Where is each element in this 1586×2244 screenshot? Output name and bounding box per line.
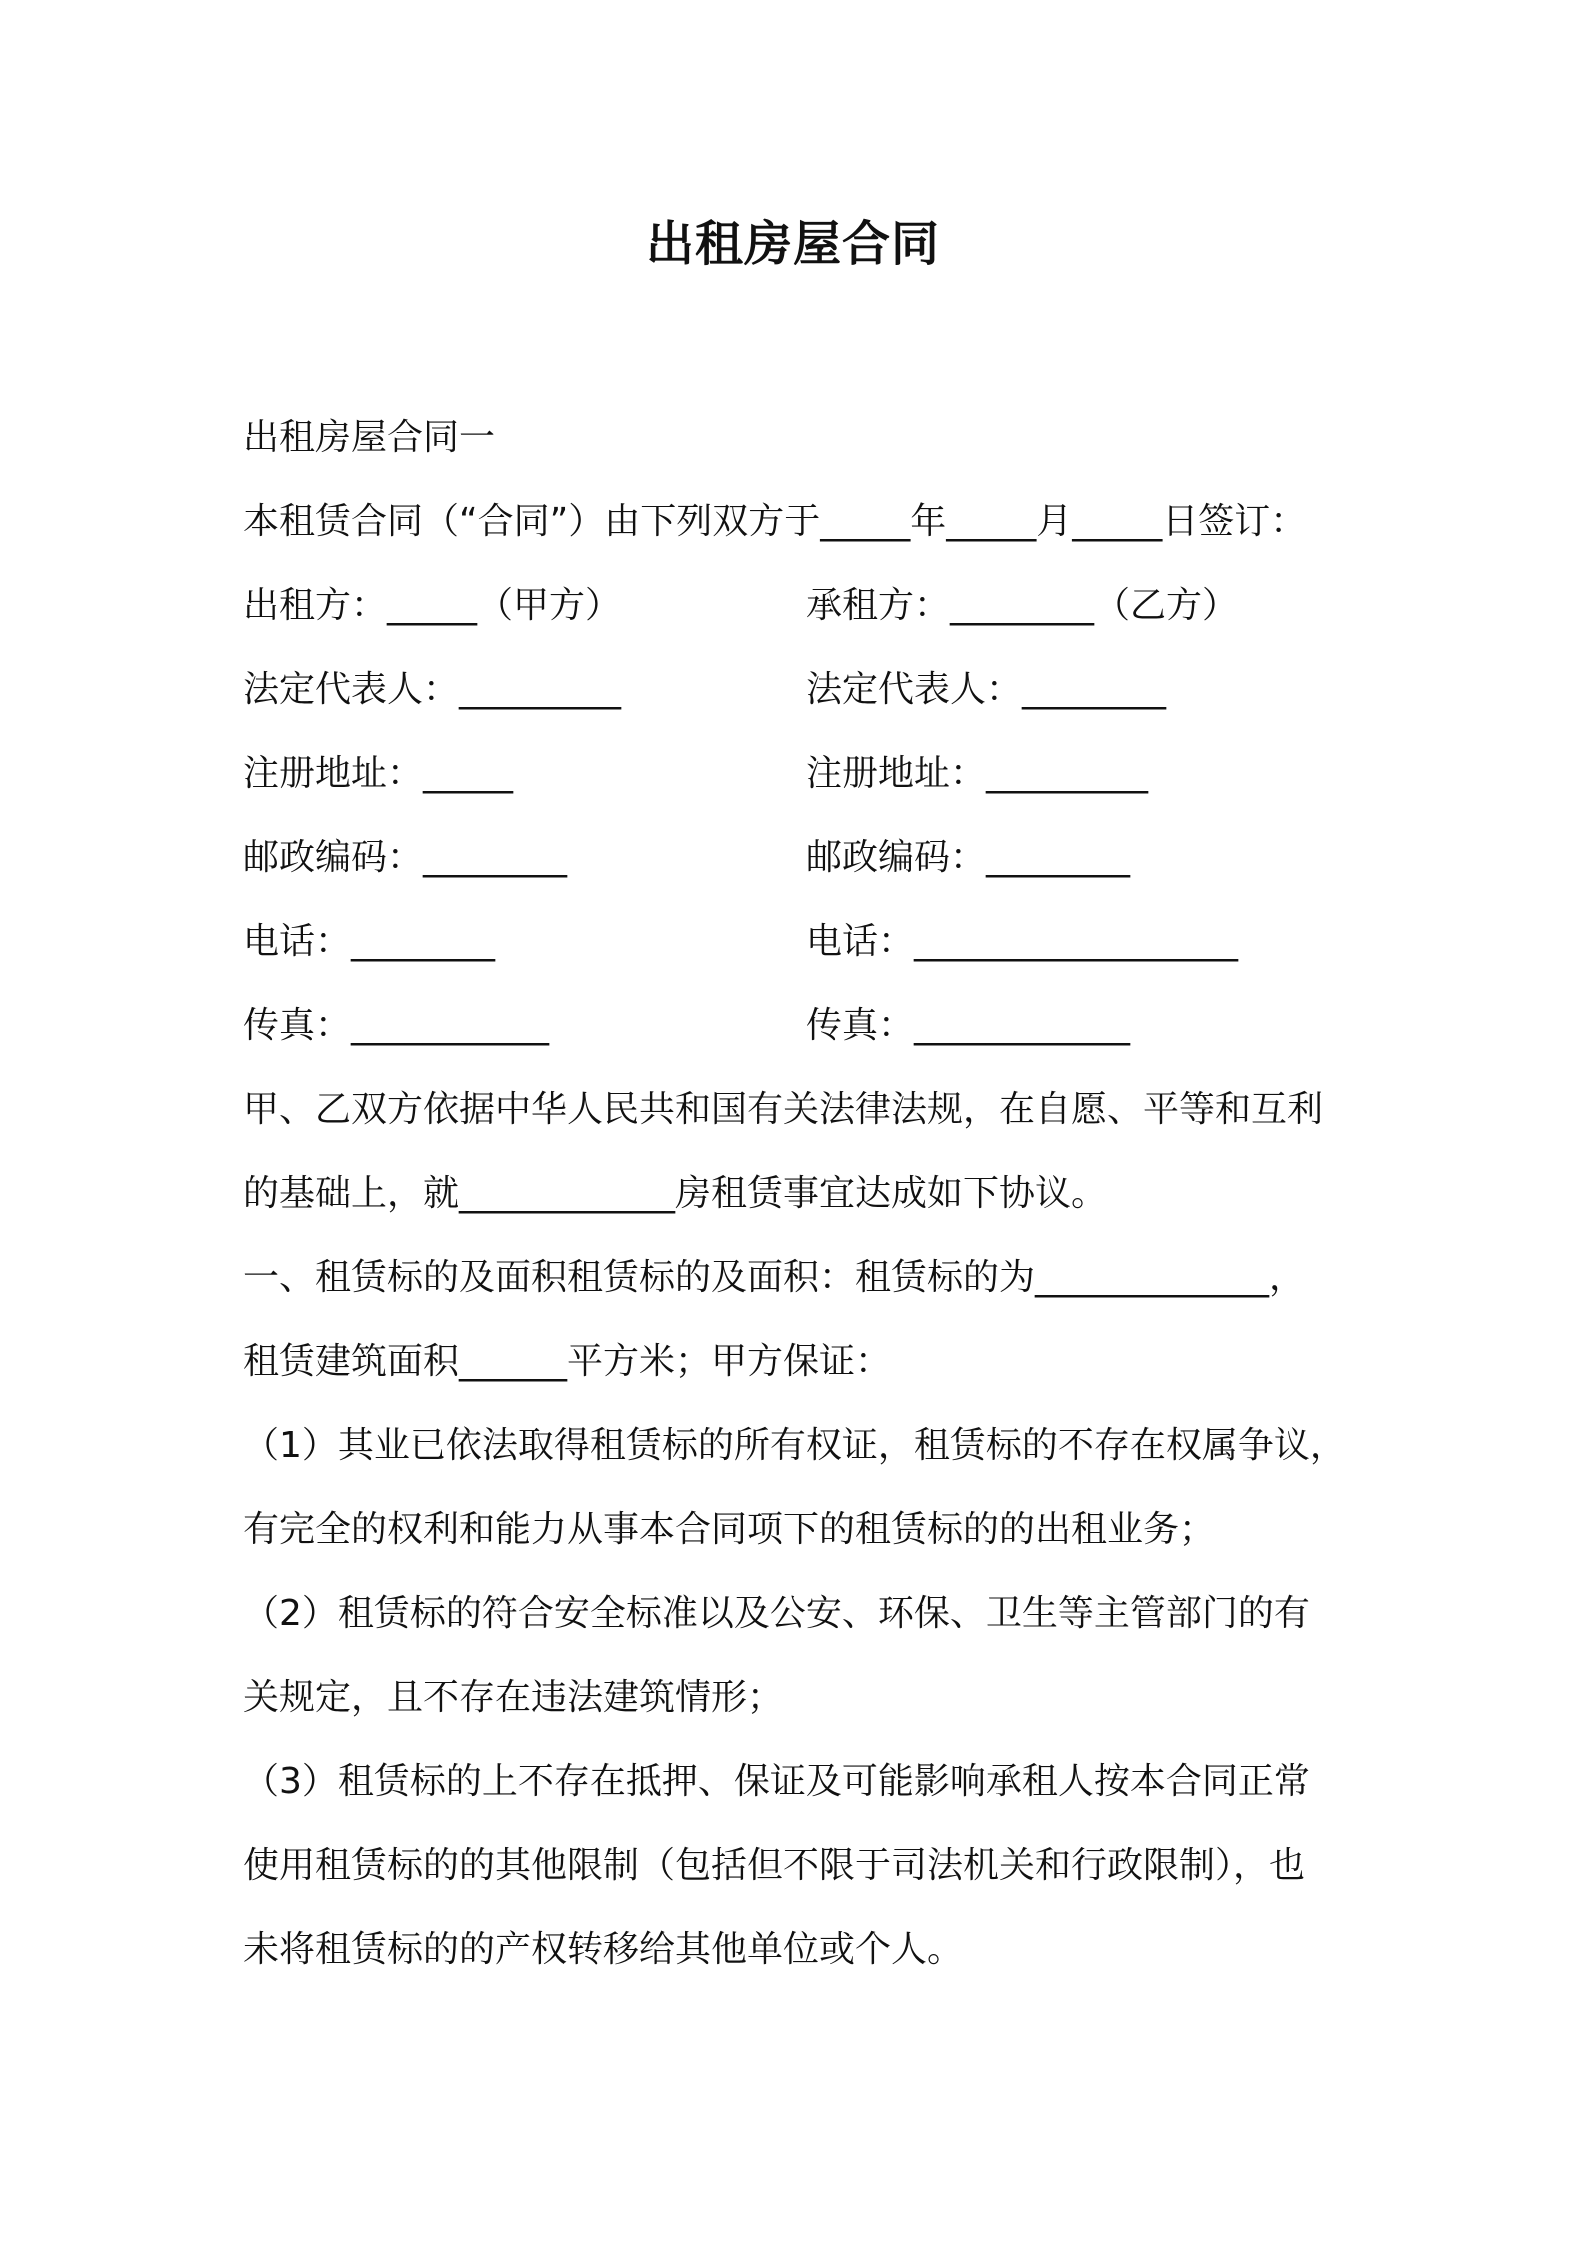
body-line: 的基础上，就____________房租赁事宜达成如下协议。 [243,1173,1108,1214]
party-a-postcode: 邮政编码：________ [243,837,568,878]
body-line: 一、租赁标的及面积租赁标的及面积：租赁标的为_____________， [243,1257,1306,1298]
section-heading: 出租房屋合同一 [243,417,496,458]
party-a-legal-rep: 法定代表人：_________ [243,669,622,710]
body-line: （1）其业已依法取得租赁标的所有权证，租赁标的不存在权属争议， [243,1425,1346,1466]
body-line: 租赁建筑面积______平方米；甲方保证： [243,1341,892,1382]
body-line: （3）租赁标的上不存在抵押、保证及可能影响承租人按本合同正常 [243,1761,1310,1802]
body-line: 未将租赁标的的产权转移给其他单位或个人。 [243,1929,964,1970]
party-b-lessee: 承租方：________（乙方） [806,585,1239,626]
body-line: 甲、乙双方依据中华人民共和国有关法律法规，在自愿、平等和互利 [243,1089,1324,1130]
party-a-phone: 电话：________ [243,921,496,962]
party-b-legal-rep: 法定代表人：________ [806,669,1167,710]
party-a-lessor: 出租方：_____（甲方） [243,585,622,626]
party-a-address: 注册地址：_____ [243,753,514,794]
document-title: 出租房屋合同 [645,216,940,272]
party-b-postcode: 邮政编码：________ [806,837,1131,878]
party-b-address: 注册地址：_________ [806,753,1149,794]
body-line: （2）租赁标的符合安全标准以及公安、环保、卫生等主管部门的有 [243,1593,1310,1634]
body-line: 有完全的权利和能力从事本合同项下的租赁标的的出租业务； [243,1509,1216,1550]
body-line: 使用租赁标的的其他限制（包括但不限于司法机关和行政限制），也 [243,1845,1306,1886]
party-b-fax: 传真：____________ [806,1005,1131,1046]
party-a-fax: 传真：___________ [243,1005,550,1046]
body-line: 关规定，且不存在违法建筑情形； [243,1677,784,1718]
party-b-phone: 电话：__________________ [806,921,1239,962]
intro-line: 本租赁合同（“合同”）由下列双方于_____年_____月_____日签订： [243,501,1307,542]
